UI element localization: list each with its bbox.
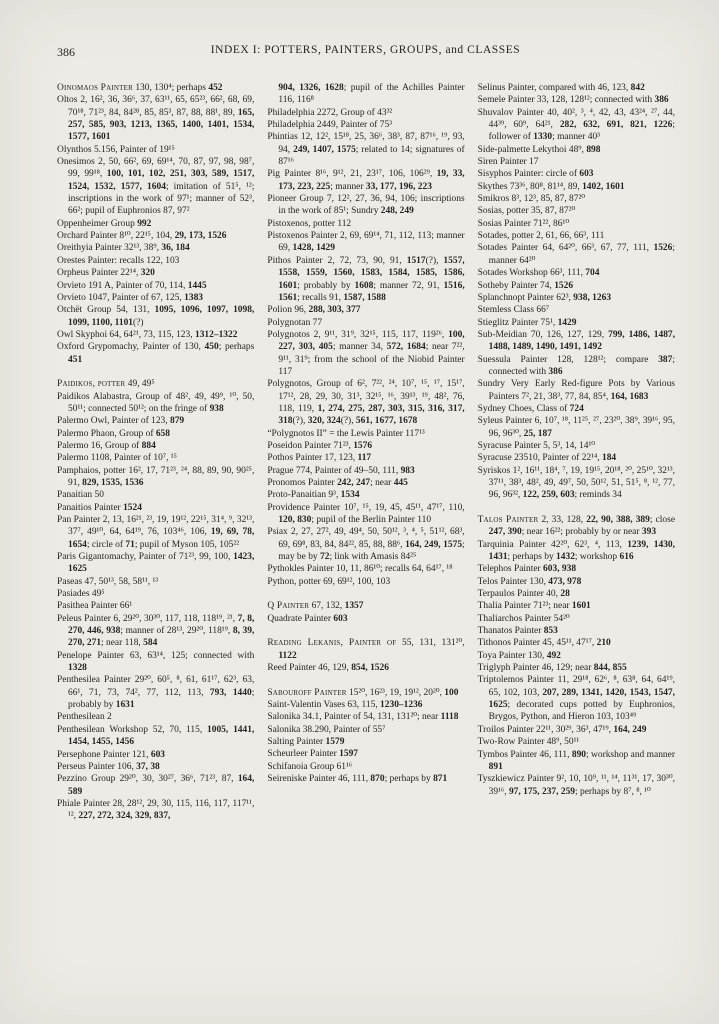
index-entry: Scheurleer Painter 1597: [267, 749, 359, 760]
index-entry: Panaitios Painter 1524: [57, 502, 142, 513]
index-entry: Orvieto 1047, Painter of 67, 125, 1383: [57, 292, 204, 303]
index-entry: Penelope Painter 63, 63¹⁴, 125; connected with 1328: [57, 650, 255, 674]
index-entry: Two-Row Painter 48⁹, 50¹¹: [477, 737, 580, 748]
index-entry: Persephone Painter 121, 603: [57, 749, 165, 760]
index-entry: Sub-Meidian 70, 126, 127, 129, 799, 1486, 1487, 1488, 1489, 1490, 1491, 1492: [477, 329, 675, 353]
index-entry: Orpheus Painter 22¹⁴, 320: [57, 268, 155, 279]
index-entry: Syracuse Painter 5, 5³, 14, 14¹⁰: [477, 440, 596, 451]
index-entry: Pasiades 49⁵: [57, 589, 105, 600]
index-entry: Proto-Panaitian 9³, 1534: [267, 490, 360, 501]
page-number: 386: [57, 45, 75, 59]
index-entry: Pioneer Group 7, 12², 27, 36, 94, 106; inscriptions in the work of 85¹; Sundry 248, 249: [267, 194, 465, 217]
index-entry: Reed Painter 46, 129, 854, 1526: [267, 663, 389, 674]
index-entry: Pan Painter 2, 13, 16²¹, ²³, 19, 19¹², 22¹⁵, 31⁴, ⁹, 32¹³, 37⁷, 49¹⁰, 64, 64¹⁹, 76, 103⁴⁶, 106, 19, 69, 78, 1654; circle of 71; pupil of Myson 105, 105²²: [57, 514, 255, 550]
index-entry: 904, 1326, 1628; pupil of the Achilles Painter 116, 116⁸: [278, 83, 465, 106]
index-entry: Perseus Painter 106, 37, 38: [57, 761, 160, 772]
index-entry: Paidikos, potter 49, 49⁵: [57, 379, 155, 390]
index-entry: Palermo 16, Group of 884: [57, 440, 156, 451]
index-entry: Stieglitz Painter 75¹, 1429: [477, 317, 577, 328]
index-entry: Syleus Painter 6, 10⁷, ¹⁸, 11²⁵, ²⁷, 23²⁰, 38⁹, 39¹⁶, 95, 96, 96³⁰, 25, 187: [477, 416, 675, 439]
index-entry: Sisyphos Painter: circle of 603: [477, 169, 594, 180]
index-entry: Orchard Painter 8¹⁰, 22¹⁵, 104, 29, 173, 1526: [57, 231, 227, 242]
index-entry: Sydney Choes, Class of 724: [477, 403, 584, 414]
index-entry: Seireniske Painter 46, 111, 870; perhaps by 871: [267, 774, 448, 785]
index-entry: Syriskos 1², 16¹¹, 18⁴, ⁷, 19, 19¹⁵, 20¹⁸, ²⁰, 25¹⁰, 32¹³, 37¹¹, 38³, 48², 49, 49⁷, 50, 50¹², 51, 51⁵, ⁸, ¹², 77, 96, 96³², 122, 259, 603; reminds 34: [477, 465, 675, 501]
index-entry: Tyszkiewicz Painter 9², 10, 10⁹, ¹¹, ¹⁴, 11³¹, 17, 30³⁰, 39¹⁶, 97, 175, 237, 259; perhaps by 8⁷, ⁸, ¹⁰: [477, 774, 675, 797]
index-entry: Suessula Painter 128, 128¹²; compare 387; connected with 386: [477, 354, 675, 377]
index-entry: Owl Skyphoi 64, 64²¹, 73, 115, 123, 1312–1322: [57, 329, 238, 340]
page-header: [57, 44, 674, 62]
index-entry: Polion 96, 288, 303, 377: [267, 305, 361, 316]
index-entry: Q Painter 67, 132, 1357: [267, 601, 364, 612]
page-title: INDEX I: POTTERS, PAINTERS, GROUPS, and CLASSES: [210, 44, 521, 56]
index-entry: Polygnotos, Group of 6², 7²², ²⁴, 10⁷, ¹⁵, ¹⁷, 15¹⁷, 17¹², 28, 29, 30, 31³, 32¹⁵, ¹⁶, 39¹³, ¹⁹, 48², 76, 118, 119, 1, 274, 275, 287, 303, 315, 316, 317, 318(?), 320, 324(?), 561, 1677, 1678: [267, 379, 465, 427]
index-entry: Triptolemos Painter 11, 29¹⁸, 62⁶, ⁸, 63⁸, 64, 64¹⁹, 65, 102, 103, 207, 289, 1341, 1420, 1543, 1547, 1625; decorated cups potted by Euphronios, Brygos, Python, and Hieron 103, 103⁴⁹: [477, 675, 675, 723]
index-entry: Salting Painter 1579: [267, 737, 345, 748]
index-entry: Paseas 47, 50¹³, 58, 58¹¹, ¹³: [57, 576, 159, 587]
index-entry: Thalia Painter 71²³; near 1601: [477, 601, 591, 612]
index-entry: Semele Painter 33, 128, 128¹²; connected with 386: [477, 95, 669, 106]
index-entry: Tithonos Painter 45, 45¹¹, 47¹⁷, 210: [477, 638, 611, 649]
index-column-2: [267, 82, 464, 998]
index-entry: Reading Lekanis, Painter of 55, 131, 131²⁰, 1122: [267, 638, 465, 661]
index-entry: Oxford Grypomachy, Painter of 130, 450; perhaps 451: [57, 342, 255, 365]
index-entry: Phintias 12, 12², 15¹⁸, 25, 36⁶, 38³, 87, 87¹⁶, ¹⁹, 93, 94, 249, 1407, 1575; related to 14; signatures of 87¹⁶: [267, 132, 465, 168]
entry-headword: Q Painter: [267, 601, 310, 612]
index-entry: Oinomaos Painter 130, 130⁴; perhaps 452: [57, 83, 223, 93]
index-entry: Paris Gigantomachy, Painter of 71²³, 99, 100, 1423, 1625: [57, 552, 255, 575]
index-entry: Phiale Painter 28, 28¹², 29, 30, 115, 116, 117, 117¹¹, ¹², 227, 272, 324, 329, 837,: [57, 798, 255, 822]
index-entry: Orvieto 191 A, Painter of 70, 114, 1445: [57, 280, 207, 291]
index-entry: Peleus Painter 6, 29²⁰, 30³⁰, 117, 118, 118¹⁹, ²¹, 7, 8, 270, 446, 938; manner of 28¹³, 29²⁰, 118¹⁹, 8, 39, 270, 271; near 118, 584: [57, 613, 255, 649]
index-entry: Prague 774, Painter of 49–50, 111, 983: [267, 465, 415, 476]
index-entry: Pezzino Group 29²⁰, 30, 30²⁷, 36⁶, 71²³, 87, 164, 589: [57, 774, 255, 797]
index-entry: Pistoxenos, potter 112: [267, 218, 352, 229]
index-entry: Splanchnopt Painter 62³, 938, 1263: [477, 292, 612, 303]
index-entry: Palermo Phaon, Group of 658: [57, 428, 170, 439]
index-entry: Pig Painter 8¹⁶, 9¹², 21, 23¹⁷, 106, 106²⁹, 19, 33, 173, 223, 225; manner 33, 177, 196, 223: [267, 169, 465, 192]
index-entry: Polygnotan 77: [267, 317, 323, 328]
index-entry: Terpaulos Painter 40, 28: [477, 589, 570, 600]
index-entry: Triglyph Painter 46, 129; near 844, 855: [477, 663, 627, 674]
index-entry: Oltos 2, 16², 36, 36⁶, 37, 63¹¹, 65, 65²³, 66², 68, 69, 70¹⁸, 71²³, 84, 84²⁸, 85, 85³, 87, 88, 88¹, 89, 165, 257, 585, 903, 1213, 1365, 1400, 1401, 1534, 1577, 1601: [57, 95, 255, 143]
index-entry: Orestes Painter: recalls 122, 103: [57, 255, 180, 266]
index-column-3: [478, 82, 675, 998]
index-entry: Schifanoia Group 61¹⁶: [267, 761, 353, 772]
index-entry: Syracuse 23510, Painter of 22¹⁴, 184: [477, 453, 617, 464]
entry-headword: Oinomaos Painter: [57, 83, 133, 93]
index-entry: Salonika 34.1, Painter of 54, 131, 131²⁰; near 1118: [267, 712, 459, 723]
index-entry: Philadelphia 2272, Group of 43³²: [267, 107, 393, 118]
index-entry: Polygnotos 2, 9¹¹, 31⁹, 32¹⁵, 115, 117, 119²⁶, 100, 227, 303, 405; manner 34, 572, 1684; near 7²², 9¹¹, 31⁹; from the school of the Niobid Painter 117: [267, 329, 465, 377]
index-entry: “Polygnotos II” = the Lewis Painter 117¹³: [267, 428, 425, 439]
index-entry: Side-palmette Lekythoi 48⁹, 898: [477, 144, 601, 155]
index-entry: Thanatos Painter 853: [477, 626, 558, 637]
index-entry: Stemless Class 66⁷: [477, 305, 550, 316]
index-entry: Pistoxenos Painter 2, 69, 69¹⁴, 71, 112, 113; manner 69, 1428, 1429: [267, 231, 465, 254]
index-entry: Toya Painter 130, 492: [477, 650, 561, 661]
index-entry: Siren Painter 17: [477, 157, 539, 168]
index-entry: Sosias, potter 35, 87, 87²⁰: [477, 206, 576, 217]
index-entry: Selinus Painter, compared with 46, 123, 842: [477, 83, 645, 93]
index-entry: Pasithea Painter 66¹: [57, 601, 133, 612]
index-entry: Pythokles Painter 10, 11, 86¹⁰; recalls 64, 64¹⁷, ¹⁸: [267, 564, 453, 575]
index-entry: Psiax 2, 27, 27², 49, 49⁴, 50, 50¹², ³, ⁴, ⁵, 51¹², 68³, 69, 69⁸, 83, 84, 84²², 85, 88, 88⁶, 164, 249, 1575; may be by 72; link with Amasis 84²⁵: [267, 527, 465, 563]
index-entry: Skythes 73³⁶, 80⁸, 81¹⁴, 89, 1402, 1601: [477, 181, 625, 192]
index-entry: Sotades, potter 2, 61, 66, 66³, 111: [477, 231, 605, 242]
entry-headword: Reading Lekanis, Painter of: [267, 638, 397, 649]
index-entry: Onesimos 2, 50, 66², 69, 69¹⁴, 70, 87, 97, 98, 98⁷, 99, 99¹⁸, 100, 101, 102, 251, 303, 589, 1517, 1524, 1532, 1577, 1604; imitation of 51⁵, ¹²; inscriptions in the work of 97¹; manner of 52³, 66²; pupil of Euphronios 87, 97²: [57, 157, 255, 217]
index-entry: Sotades Workshop 66³, 111, 704: [477, 268, 600, 279]
index-entry: Saint-Valentin Vases 63, 115, 1230–1236: [267, 700, 423, 711]
index-entry: Sabouroff Painter 15²⁰, 16²³, 19, 19¹², 20²⁰, 100: [267, 687, 459, 698]
index-columns: [57, 82, 675, 998]
index-entry: Oreithyia Painter 32¹³, 38⁹, 36, 184: [57, 243, 190, 254]
index-entry: Pronomos Painter 242, 247; near 445: [267, 478, 408, 488]
index-entry: Talos Painter 2, 33, 128, 22, 90, 388, 389; close 247, 390; near 16²²; probably by or near 393: [477, 514, 675, 538]
index-entry: Quadrate Painter 603: [267, 613, 348, 624]
index-entry: Python, potter 69, 69¹², 100, 103: [267, 576, 391, 587]
index-entry: Panaitian 50: [57, 490, 104, 501]
index-entry: Providence Painter 10⁷, ¹⁵, 19, 45, 45¹¹, 47¹⁷, 110, 120, 830; pupil of the Berlin Painter 110: [267, 502, 465, 526]
entry-headword: Paidikos, potter: [57, 379, 126, 390]
index-entry: Telos Painter 130, 473, 978: [477, 576, 582, 587]
entry-headword: Sabouroff Painter: [267, 687, 347, 698]
index-entry: Thaliarchos Painter 54²⁰: [477, 613, 570, 624]
index-entry: Philadelphia 2449, Painter of 75³: [267, 120, 393, 131]
index-entry: Tymbos Painter 46, 111, 890; workshop and manner 891: [477, 749, 675, 772]
index-entry: Smikros 8³, 12³, 85, 87, 87²⁰: [477, 194, 586, 205]
index-entry: Otchët Group 54, 131, 1095, 1096, 1097, 1098, 1099, 1100, 1101(?): [57, 305, 255, 328]
index-entry: Shuvalov Painter 40, 40², ³, ⁴, 42, 43, 43²⁴, ²⁷, 44, 44³⁹, 60⁹, 64²¹, 282, 632, 691, 821, 1226; follower of 1330; manner 40³: [477, 107, 675, 143]
index-entry: Penthesilea Painter 29²⁰, 60⁵, ⁸, 61, 61¹⁷, 62³, 63, 66¹, 71, 73, 74², 77, 112, 113, 793, 1440; probably by 1631: [57, 675, 255, 711]
index-entry: Telephos Painter 603, 938: [477, 564, 577, 575]
index-entry: Palermo Owl, Painter of 123, 879: [57, 416, 185, 427]
index-entry: Sundry Very Early Red-figure Pots by Various Painters 7², 21, 38³, 77, 84, 85⁴, 164, 1683: [477, 379, 675, 402]
index-entry: Penthesilean 2: [57, 712, 112, 723]
index-entry: Pithos Painter 2, 72, 73, 90, 91, 1517(?), 1557, 1558, 1559, 1560, 1583, 1584, 1585, 1586, 1601; probably by 1608; manner 72, 91, 1516, 1561; recalls 91, 1587, 1588: [267, 255, 465, 303]
index-entry: Troilos Painter 22¹¹, 30²⁹, 36³, 47¹⁹, 164, 249: [477, 724, 647, 735]
index-entry: Palermo 1108, Painter of 10⁷, ¹⁵: [57, 453, 177, 464]
entry-headword: Talos Painter: [477, 514, 539, 525]
index-entry: Sotades Painter 64, 64²⁰, 66³, 67, 77, 111, 1526; manner 64²⁰: [477, 243, 675, 266]
index-column-1: [57, 82, 254, 998]
index-entry: Pothos Painter 17, 123, 117: [267, 453, 372, 464]
index-entry: Poseidon Painter 71²³, 1576: [267, 440, 373, 451]
index-entry: Salonika 38.290, Painter of 55⁷: [267, 724, 386, 735]
index-entry: Penthesilean Workshop 52, 70, 115, 1005, 1441, 1454, 1455, 1456: [57, 724, 255, 748]
index-entry: Tarquinia Painter 42²⁰, 62³, ⁴, 113, 1239, 1430, 1431; perhaps by 1432; workshop 616: [477, 539, 675, 563]
index-entry: Pamphaios, potter 16², 17, 71²³, ²⁴, 88, 89, 90, 90²⁵, 91, 829, 1535, 1536: [57, 465, 255, 488]
index-entry: Paidikos Alabastra, Group of 48², 49, 49⁹, ¹⁰, 50, 50¹¹; connected 50¹²; on the fringe of 938: [57, 391, 255, 414]
index-entry: Olynthos 5.156, Painter of 19¹⁵: [57, 144, 175, 155]
index-entry: Sotheby Painter 74, 1526: [477, 280, 574, 291]
index-entry: Oppenheimer Group 992: [57, 218, 152, 229]
index-entry: Sosias Painter 71²², 86¹⁰: [477, 218, 570, 229]
